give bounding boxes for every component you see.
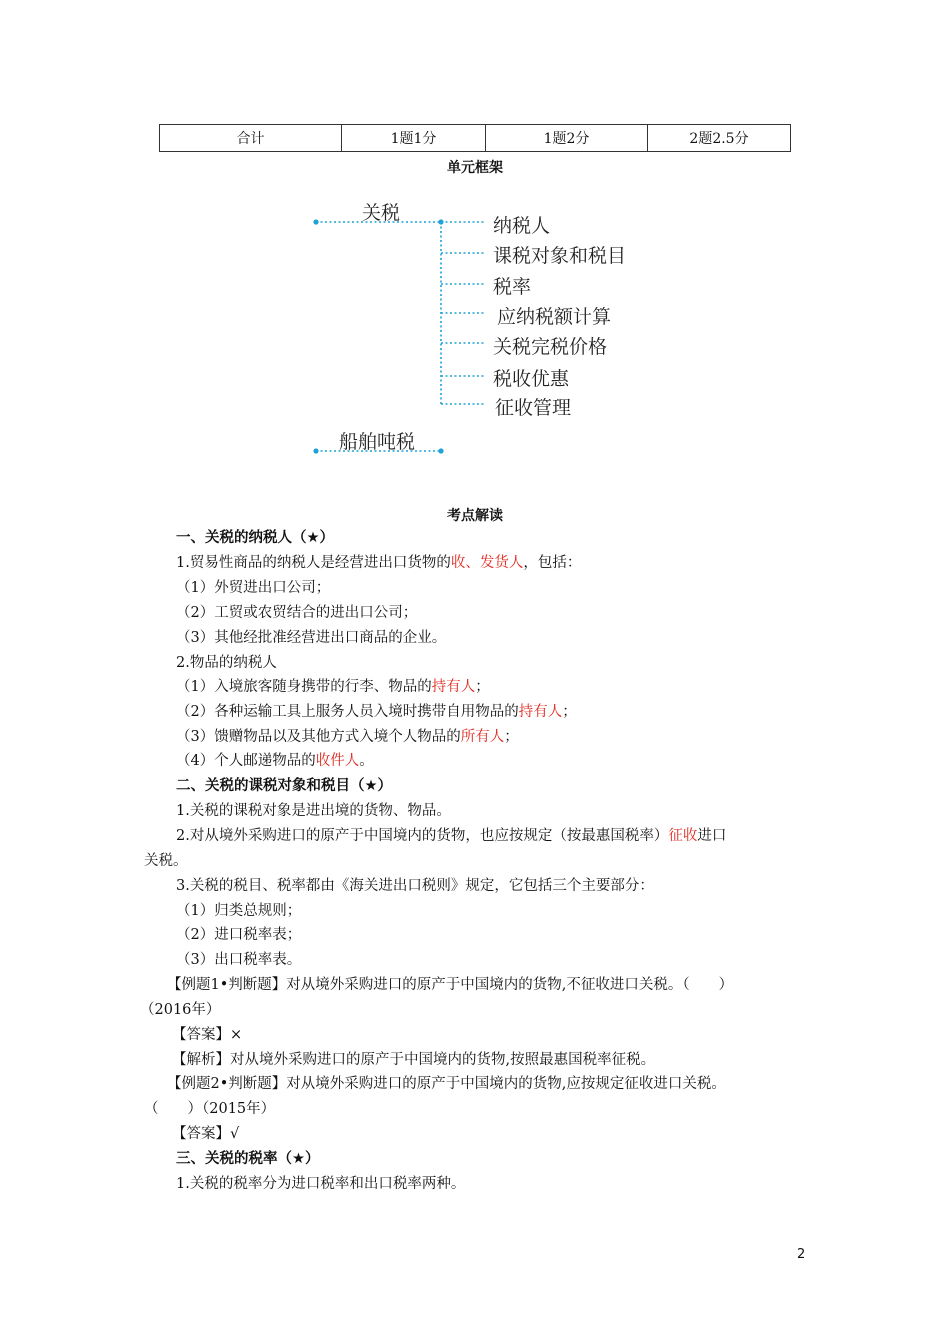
example-question: 【例题2•判断题】对从境外采购进口的原产于中国境内的货物,应按规定征收进口关税。: [167, 1076, 726, 1092]
text: ；: [475, 679, 490, 695]
paragraph: （2）工贸或农贸结合的进出口公司；: [176, 605, 418, 621]
paragraph: [176, 752, 374, 770]
paragraph: （3）出口税率表。: [176, 952, 302, 968]
paragraph: [176, 827, 726, 845]
heading-2: 二、关税的课税对象和税目（★）: [176, 778, 392, 794]
paragraph: 2.物品的纳税人: [176, 655, 277, 671]
table-cell: 1题1分: [342, 125, 486, 152]
example-year: （2016年）: [140, 1002, 221, 1018]
table-cell: 合计: [160, 125, 342, 152]
explanation: 【解析】对从境外采购进口的原产于中国境内的货物,按照最惠国税率征税。: [172, 1052, 656, 1068]
mindmap-child: 应纳税额计算: [497, 306, 612, 328]
highlight-text: 收件人: [315, 753, 360, 769]
mindmap-child: 关税完税价格: [493, 336, 608, 358]
table-row: [160, 125, 791, 152]
paragraph: [176, 703, 577, 721]
highlight-text: 持有人: [518, 704, 563, 720]
mindmap-child: 课税对象和税目: [493, 245, 627, 267]
mindmap-child: 税率: [493, 276, 532, 298]
text: ；: [504, 729, 519, 745]
mindmap-child: 征收管理: [495, 397, 572, 419]
paragraph: [176, 678, 490, 696]
text: 进口: [697, 828, 727, 844]
page-number: 2: [797, 1247, 806, 1262]
mindmap-child: 税收优惠: [493, 368, 570, 390]
node-dot: [313, 219, 318, 224]
node-dot: [438, 219, 443, 224]
mindmap-diagram: [300, 200, 640, 462]
text: （1）入境旅客随身携带的行李、物品的: [176, 679, 432, 695]
score-summary-table: [159, 124, 791, 152]
table-cell: 1题2分: [486, 125, 648, 152]
mindmap-root-tariff: 关税: [362, 202, 401, 224]
paragraph: [176, 728, 519, 746]
paragraph: （1）归类总规则；: [176, 903, 302, 919]
framework-title: 单元框架: [447, 160, 503, 176]
text: （2）各种运输工具上服务人员入境时携带自用物品的: [176, 704, 519, 720]
paragraph: [176, 554, 581, 572]
text: ，包括：: [523, 555, 582, 571]
section-title: 考点解读: [447, 508, 503, 524]
table-cell: 2题2.5分: [648, 125, 791, 152]
text: （4）个人邮递物品的: [176, 753, 316, 769]
node-dot: [313, 448, 318, 453]
heading-1: 一、关税的纳税人（★）: [176, 530, 334, 546]
paragraph: 1.关税的税率分为进口税率和出口税率两种。: [176, 1176, 466, 1192]
highlight-text: 所有人: [460, 729, 505, 745]
mindmap-child: 纳税人: [493, 215, 551, 237]
heading-3: 三、关税的税率（★）: [176, 1151, 320, 1167]
mindmap-root-tonnage: 船舶吨税: [339, 431, 416, 453]
paragraph: （1）外贸进出口公司；: [176, 580, 331, 596]
highlight-text: 持有人: [431, 679, 476, 695]
highlight-text: 征收: [668, 828, 698, 844]
text: ；: [562, 704, 577, 720]
node-dot: [438, 448, 443, 453]
text: 1.贸易性商品的纳税人是经营进出口货物的: [176, 555, 451, 571]
paragraph: （2）进口税率表；: [176, 927, 302, 943]
paragraph: （3）其他经批准经营进出口商品的企业。: [176, 630, 447, 646]
answer: 【答案】√: [172, 1126, 240, 1142]
paragraph: 1.关税的课税对象是进出境的货物、物品。: [176, 803, 451, 819]
answer: 【答案】×: [172, 1027, 243, 1043]
example-question: 【例题1•判断题】对从境外采购进口的原产于中国境内的货物,不征收进口关税。（ ）: [167, 977, 734, 993]
example-year: （ ）（2015年）: [144, 1101, 276, 1117]
paragraph: 关税。: [144, 853, 188, 869]
text: 。: [359, 753, 374, 769]
text: 2.对从境外采购进口的原产于中国境内的货物，也应按规定（按最惠国税率）: [176, 828, 669, 844]
text: （3）馈赠物品以及其他方式入境个人物品的: [176, 729, 461, 745]
paragraph: 3.关税的税目、税率都由《海关进出口税则》规定，它包括三个主要部分：: [176, 878, 654, 894]
highlight-text: 收、发货人: [450, 555, 524, 571]
